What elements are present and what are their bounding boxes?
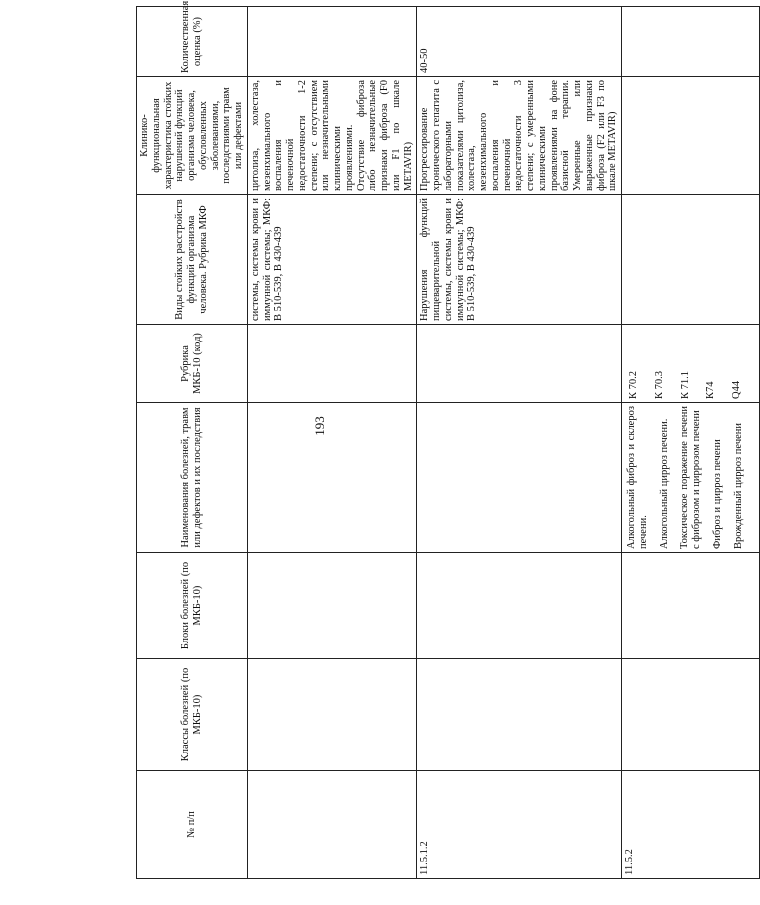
header-blocks: Блоки болезней (по МКБ-10) <box>137 553 248 659</box>
code-item: Q44 <box>731 380 742 399</box>
row-disease <box>417 403 622 553</box>
disease-item: Алкогольный цирроз печени. <box>658 418 670 549</box>
row-score: 40-50 <box>417 7 622 77</box>
row-block <box>247 553 417 659</box>
table-row <box>417 7 622 879</box>
row-clinical: цитолиза, холестаза, мезенхимального воспаления и печеночной недостаточности 1-2 степени; с отсутствием или незначительными клиническими проявлениями. Отсутствие фиброза либо незначительные признаки фиброза (F0 или F1 по шкале METAVIR) <box>247 77 417 195</box>
row-code-list <box>622 325 760 403</box>
disease-item: Врожденный цирроз печени <box>732 423 744 549</box>
row-num <box>247 771 417 879</box>
header-diseases: Наименования болезней, травм или дефектов и их последствия <box>137 403 248 553</box>
row-code <box>247 325 417 403</box>
row-class <box>622 659 760 771</box>
row-num: 11.5.2 <box>622 771 760 879</box>
row-block <box>622 553 760 659</box>
row-disorders: Нарушения функций пищеварительной системы, системы крови и иммунной системы; МКФ: В 510-539, В 430-439 <box>417 195 622 325</box>
table-rotated <box>136 0 744 879</box>
code-item: К 70.2 <box>628 370 639 399</box>
code-item: К74 <box>705 381 717 399</box>
code-item: К 70.3 <box>653 370 665 399</box>
row-clinical <box>622 77 760 195</box>
header-score: Количественная оценка (%) <box>137 7 248 77</box>
row-score <box>247 7 417 77</box>
row-disease <box>247 403 417 553</box>
disease-table <box>136 0 760 879</box>
row-disorders <box>622 195 760 325</box>
row-score <box>622 7 760 77</box>
row-clinical: Прогрессирование хронического гепатита с лабораторными показателями цитолиза, холестаза, мезенхимального воспаления и печеночной недостаточности 3 степени; с умеренными клиническими проявлениями на фоне базисной терапии. Умеренные или выраженные признаки фиброза (F2 или F3 по шкале METAVIR) <box>417 77 622 195</box>
code-item: К 71.1 <box>679 370 691 399</box>
row-code <box>417 325 622 403</box>
header-code: Рубрика МКБ-10 (код) <box>137 325 248 403</box>
header-num: № п/п <box>137 771 248 879</box>
disease-item: Токсическое поражение печени с фиброзом и циррозом печени <box>679 406 702 549</box>
page-number: 193 <box>311 416 327 436</box>
header-classes: Классы болезней (по МКБ-10) <box>137 659 248 771</box>
disease-item: Фиброз и цирроз печени <box>711 439 723 549</box>
table-row <box>247 7 417 879</box>
table-rotation-frame <box>136 0 744 879</box>
row-disease-list <box>622 403 760 553</box>
row-num: 11.5.1.2 <box>417 771 622 879</box>
row-disorders: системы, системы крови и иммунной системы; МКФ: В 510-539, В 430-439 <box>247 195 417 325</box>
table-row <box>622 7 760 879</box>
header-row <box>137 7 248 879</box>
row-class <box>247 659 417 771</box>
row-block <box>417 553 622 659</box>
disease-item: Алкогольный фиброз и склероз печени. <box>626 406 649 549</box>
header-disorders: Виды стойких расстройств функций организма человека. Рубрика МКФ <box>137 195 248 325</box>
row-class <box>417 659 622 771</box>
header-clinical: Клинико-функциональная характеристика стойких нарушений функций организма человека, обусловленных заболеваниями, последствиями травм или дефектами <box>137 77 248 195</box>
